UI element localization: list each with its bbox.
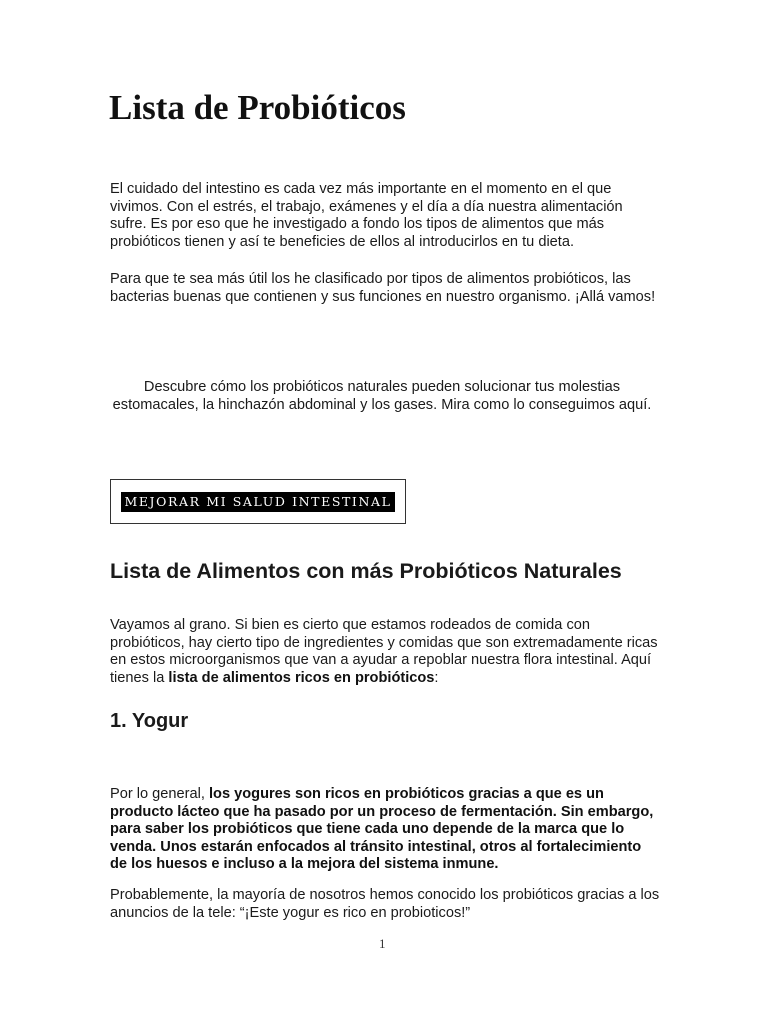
yogur-paragraph-1-text: Por lo general, [110, 786, 209, 802]
yogur-paragraph-2: Probablemente, la mayoría de nosotros hemos conocido los probióticos gracias a los anuncios de la tele: “¡Este yogur es rico en probioticos!” [110, 887, 660, 921]
item-heading-yogur: 1. Yogur [110, 710, 189, 732]
promo-text: Descubre cómo los probióticos naturales pueden solucionar tus molestias estomacales, la hinchazón abdominal y los gases. Mira como lo conseguimos aquí. [112, 379, 652, 413]
page-number: 1 [379, 936, 386, 951]
intro-paragraph-1: El cuidado del intestino es cada vez más importante en el momento en el que vivimos. Con el estrés, el trabajo, exámenes y el día a día nuestra alimentación sufre. Es por eso que he investigado a fondo los tipos de alimentos que más probióticos tienen y así te beneficies de ellos al introducirlos en tu dieta. [110, 181, 623, 250]
intro-paragraph-2: Para que te sea más útil los he clasificado por tipos de alimentos probióticos, las bacterias buenas que contienen y sus funciones en nuestro organismo. ¡Allá vamos! [110, 271, 656, 305]
list-intro-text: Vayamos al grano. Si bien es cierto que estamos rodeados de comida con probióticos, hay cierto tipo de ingredientes y comidas que son extremadamente ricas en estos microorganismos que van a ayudar a repoblar nuestra flora intestinal. Aquí tienes la [110, 617, 658, 686]
yogur-paragraph-1 [110, 786, 662, 874]
list-intro-bold-text: lista de alimentos ricos en probióticos [168, 669, 435, 686]
section-heading: Lista de Alimentos con más Probióticos Naturales [110, 559, 622, 583]
improve-gut-health-button[interactable] [110, 479, 406, 524]
yogur-paragraph-1-bold-text: los yogures son ricos en probióticos gracias a que es un producto lácteo que ha pasado por un proceso de fermentación. Sin embargo, para saber los probióticos que tiene cada uno depende de la marca que lo venda. Unos estarán enfocados al tránsito intestinal, otros al fortalecimiento de los huesos e incluso a la mejora del sistema inmune. [110, 786, 654, 872]
cta-button-label: MEJORAR MI SALUD INTESTINAL [121, 492, 394, 512]
page-title: Lista de Probióticos [109, 88, 406, 127]
list-intro-paragraph [110, 617, 662, 687]
list-intro-colon: : [434, 669, 439, 686]
